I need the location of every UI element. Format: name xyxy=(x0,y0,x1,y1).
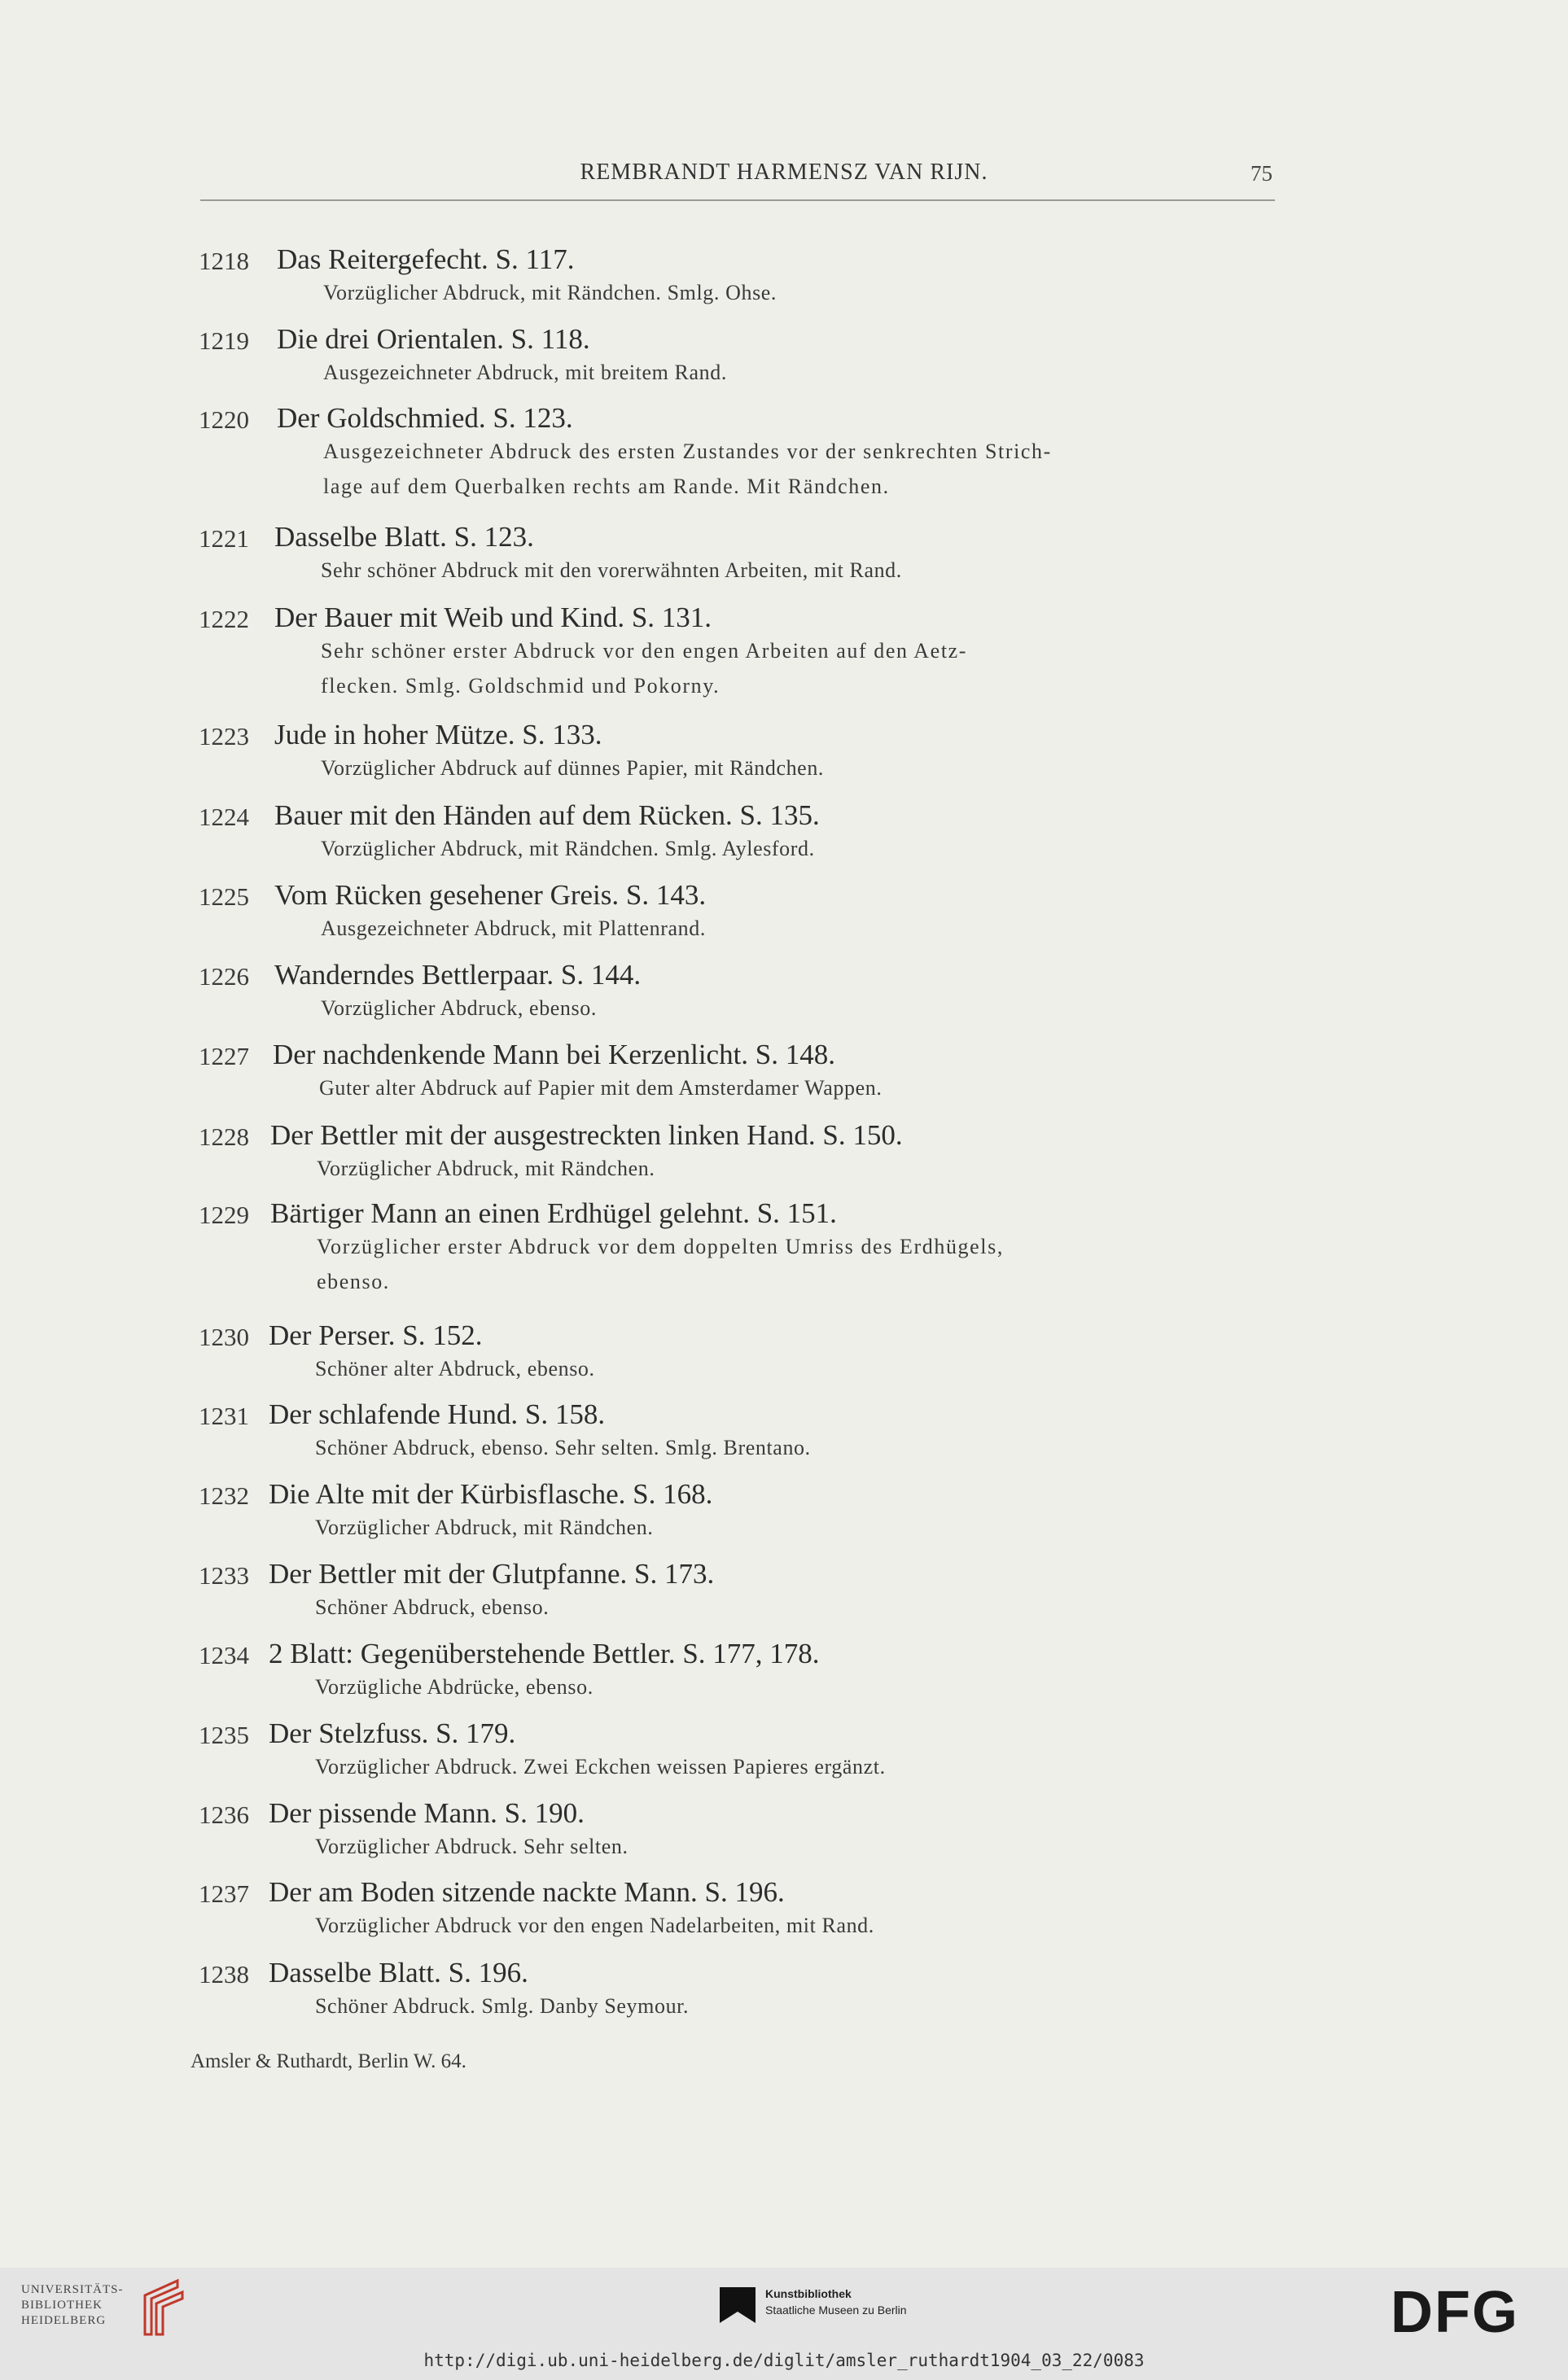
entry-number: 1221 xyxy=(199,524,249,553)
entry-note: Vorzüglicher Abdruck, mit Rändchen. Smlg. Ohse. xyxy=(323,281,777,304)
entry-note: Schöner Abdruck, ebenso. Sehr selten. Smlg. Brentano. xyxy=(315,1436,811,1459)
university-library-logo[interactable] xyxy=(21,2282,124,2329)
entry-title: Der pissende Mann. S. 190. xyxy=(269,1797,585,1829)
entry-note: Ausgezeichneter Abdruck, mit Plattenrand. xyxy=(321,917,706,940)
dfg-logo[interactable]: DFG xyxy=(1391,2280,1519,2345)
entry-note: Ausgezeichneter Abdruck, mit breitem Rand. xyxy=(323,361,727,384)
entry-title: Der am Boden sitzende nackte Mann. S. 196. xyxy=(269,1876,785,1908)
entry-note: Vorzüglicher erster Abdruck vor dem doppelten Umriss des Erdhügels, xyxy=(317,1235,1004,1258)
entry-title: Dasselbe Blatt. S. 123. xyxy=(274,521,534,553)
entry-number: 1230 xyxy=(199,1323,249,1351)
kunstbibliothek-text xyxy=(765,2286,907,2318)
entry-title: Das Reitergefecht. S. 117. xyxy=(277,243,575,275)
entry-title: Die drei Orientalen. S. 118. xyxy=(277,323,590,355)
university-emblem-icon xyxy=(137,2277,189,2338)
entry-note: Schöner alter Abdruck, ebenso. xyxy=(315,1357,595,1380)
entry-number: 1224 xyxy=(199,803,249,831)
entry-title: Die Alte mit der Kürbisflasche. S. 168. xyxy=(269,1478,713,1510)
entry-title: Der nachdenkende Mann bei Kerzenlicht. S. 148. xyxy=(273,1039,836,1070)
entry-title: Bauer mit den Händen auf dem Rücken. S. 135. xyxy=(274,799,820,831)
entry-title: Der Goldschmied. S. 123. xyxy=(277,402,573,434)
entry-note: Vorzüglicher Abdruck, mit Rändchen. xyxy=(317,1157,655,1180)
entry-note: lage auf dem Querbalken rechts am Rande. Mit Rändchen. xyxy=(323,475,890,498)
entry-number: 1229 xyxy=(199,1201,249,1229)
entry-number: 1225 xyxy=(199,882,249,911)
permalink-url[interactable]: http://digi.ub.uni-heidelberg.de/diglit/amsler_ruthardt1904_03_22/0083 xyxy=(423,2351,1145,2370)
entry-note: Schöner Abdruck. Smlg. Danby Seymour. xyxy=(315,1994,690,2018)
entry-note: Sehr schöner Abdruck mit den vorerwähnten Arbeiten, mit Rand. xyxy=(321,558,902,582)
entry-note: Schöner Abdruck, ebenso. xyxy=(315,1595,550,1619)
entry-number: 1218 xyxy=(199,247,249,275)
uni-logo-line: BIBLIOTHEK xyxy=(21,2299,103,2312)
entry-note: Guter alter Abdruck auf Papier mit dem Amsterdamer Wappen. xyxy=(319,1076,883,1100)
entry-note: Vorzüglicher Abdruck vor den engen Nadelarbeiten, mit Rand. xyxy=(315,1914,874,1937)
entry-note: Vorzüglicher Abdruck auf dünnes Papier, mit Rändchen. xyxy=(321,756,825,780)
entry-number: 1233 xyxy=(199,1561,249,1590)
running-head: REMBRANDT HARMENSZ VAN RIJN. xyxy=(580,160,988,185)
entry-title: Der Bettler mit der Glutpfanne. S. 173. xyxy=(269,1558,715,1590)
entry-number: 1220 xyxy=(199,405,249,434)
entry-number: 1234 xyxy=(199,1641,249,1669)
entry-title: Der Perser. S. 152. xyxy=(269,1319,483,1351)
entry-title: Bärtiger Mann an einen Erdhügel gelehnt. S. 151. xyxy=(270,1197,837,1229)
entry-note: Sehr schöner erster Abdruck vor den engen Arbeiten auf den Aetz- xyxy=(321,639,968,663)
uni-logo-line: UNIVERSITÄTS- xyxy=(21,2283,124,2296)
entry-title: Vom Rücken gesehener Greis. S. 143. xyxy=(274,879,707,911)
entry-note: ebenso. xyxy=(317,1270,390,1293)
entry-note: Vorzüglicher Abdruck. Sehr selten. xyxy=(315,1835,629,1858)
entry-note: Vorzügliche Abdrücke, ebenso. xyxy=(315,1675,593,1699)
entry-note: Vorzüglicher Abdruck, mit Rändchen. xyxy=(315,1516,654,1539)
page-number: 75 xyxy=(1250,161,1272,186)
entry-note: Vorzüglicher Abdruck, ebenso. xyxy=(321,996,597,1020)
entry-number: 1226 xyxy=(199,962,249,991)
entry-note: Vorzüglicher Abdruck. Zwei Eckchen weissen Papieres ergänzt. xyxy=(315,1755,886,1778)
kb-title: Kunstbibliothek xyxy=(765,2287,852,2300)
header-rule xyxy=(200,199,1275,201)
entry-title: Der Bettler mit der ausgestreckten linken Hand. S. 150. xyxy=(270,1119,903,1151)
entry-title: Dasselbe Blatt. S. 196. xyxy=(269,1957,528,1988)
entry-number: 1219 xyxy=(199,326,249,355)
entry-title: Der schlafende Hund. S. 158. xyxy=(269,1398,606,1430)
entry-number: 1236 xyxy=(199,1800,249,1829)
entry-title: Jude in hoher Mütze. S. 133. xyxy=(274,719,602,750)
entry-note: Vorzüglicher Abdruck, mit Rändchen. Smlg. Aylesford. xyxy=(321,837,815,860)
entry-number: 1223 xyxy=(199,722,249,750)
entry-number: 1232 xyxy=(199,1481,249,1510)
entry-number: 1227 xyxy=(199,1042,249,1070)
uni-logo-line: HEIDELBERG xyxy=(21,2314,107,2327)
entry-title: Der Stelzfuss. S. 179. xyxy=(269,1717,516,1749)
kunstbibliothek-logo-icon[interactable] xyxy=(720,2287,756,2333)
entry-number: 1237 xyxy=(199,1879,249,1908)
kb-subtitle: Staatliche Museen zu Berlin xyxy=(765,2303,907,2317)
entry-number: 1235 xyxy=(199,1721,249,1749)
entry-number: 1228 xyxy=(199,1122,249,1151)
entry-number: 1222 xyxy=(199,605,249,633)
entry-number: 1231 xyxy=(199,1402,249,1430)
viewer-footer xyxy=(0,2268,1568,2380)
entry-note: Ausgezeichneter Abdruck des ersten Zustandes vor der senkrechten Strich- xyxy=(323,440,1052,463)
entry-number: 1238 xyxy=(199,1960,249,1988)
entry-title: 2 Blatt: Gegenüberstehende Bettler. S. 177, 178. xyxy=(269,1638,820,1669)
entry-title: Der Bauer mit Weib und Kind. S. 131. xyxy=(274,602,712,633)
entry-title: Wanderndes Bettlerpaar. S. 144. xyxy=(274,959,642,991)
entry-note: flecken. Smlg. Goldschmid und Pokorny. xyxy=(321,674,720,698)
publisher-line: Amsler & Ruthardt, Berlin W. 64. xyxy=(191,2050,466,2072)
